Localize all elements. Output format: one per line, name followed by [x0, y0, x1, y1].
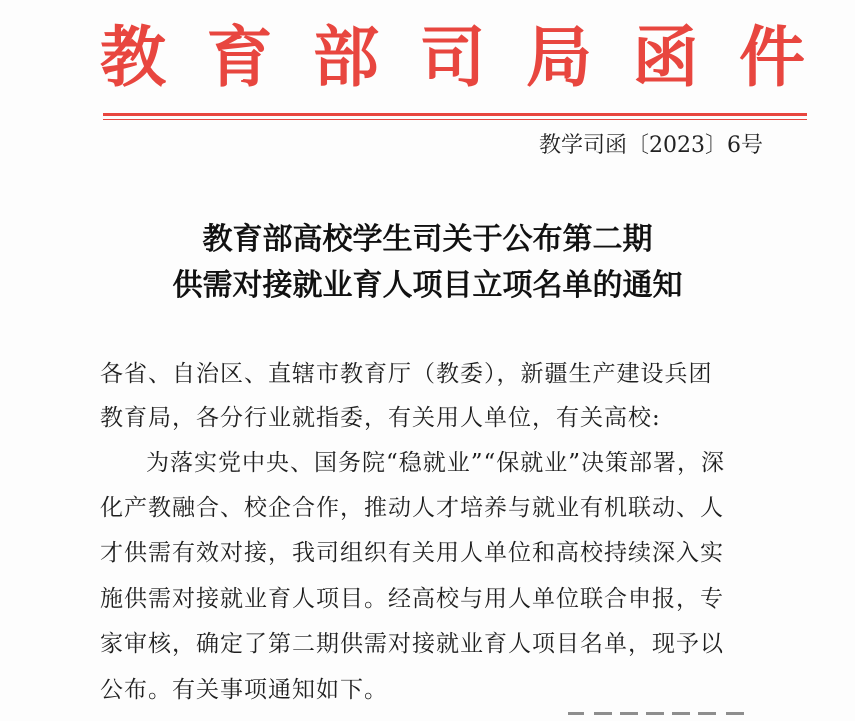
body-paragraph-line: 家审核，确定了第二期供需对接就业育人项目名单，现予以 — [100, 631, 724, 657]
body-paragraph-line: 公布。有关事项通知如下。 — [100, 677, 388, 703]
cut-off-glyph — [620, 712, 638, 715]
body-paragraph-line: 才供需有效对接，我司组织有关用人单位和高校持续深入实 — [100, 540, 724, 566]
cut-off-next-line — [568, 712, 768, 721]
body-paragraph-line: 施供需对接就业育人项目。经高校与用人单位联合申报，专 — [100, 586, 724, 612]
masthead-char: 育 — [206, 19, 273, 96]
document-title-line-2: 供需对接就业育人项目立项名单的通知 — [172, 268, 683, 303]
body-paragraph-line: 化产教融合、校企合作，推动人才培养与就业有机联动、人 — [100, 495, 724, 521]
cut-off-glyph — [698, 712, 716, 715]
masthead-divider-thick — [103, 113, 807, 116]
masthead-char: 部 — [313, 19, 379, 96]
masthead-char: 司 — [419, 19, 486, 96]
masthead-char: 件 — [739, 19, 805, 96]
masthead-divider-thin — [103, 119, 807, 120]
cut-off-glyph — [672, 712, 690, 715]
masthead-title — [100, 18, 805, 98]
document-title-line-1: 教育部高校学生司关于公布第二期 — [202, 222, 653, 257]
body-paragraph-line: 为落实党中央、国务院“稳就业”“保就业”决策部署，深 — [146, 450, 726, 476]
masthead-char: 局 — [526, 19, 592, 96]
document-number: 教学司函〔2023〕6号 — [539, 133, 763, 158]
masthead-char: 教 — [100, 19, 166, 96]
addressee-line-2: 教育局，各分行业就指委，有关用人单位，有关高校: — [100, 405, 661, 431]
masthead-char: 函 — [632, 19, 699, 96]
cut-off-glyph — [594, 712, 612, 715]
addressee-line-1: 各省、自治区、直辖市教育厅（教委），新疆生产建设兵团 — [100, 361, 713, 387]
cut-off-glyph — [726, 712, 744, 715]
cut-off-glyph — [568, 712, 584, 715]
cut-off-glyph — [646, 712, 664, 715]
